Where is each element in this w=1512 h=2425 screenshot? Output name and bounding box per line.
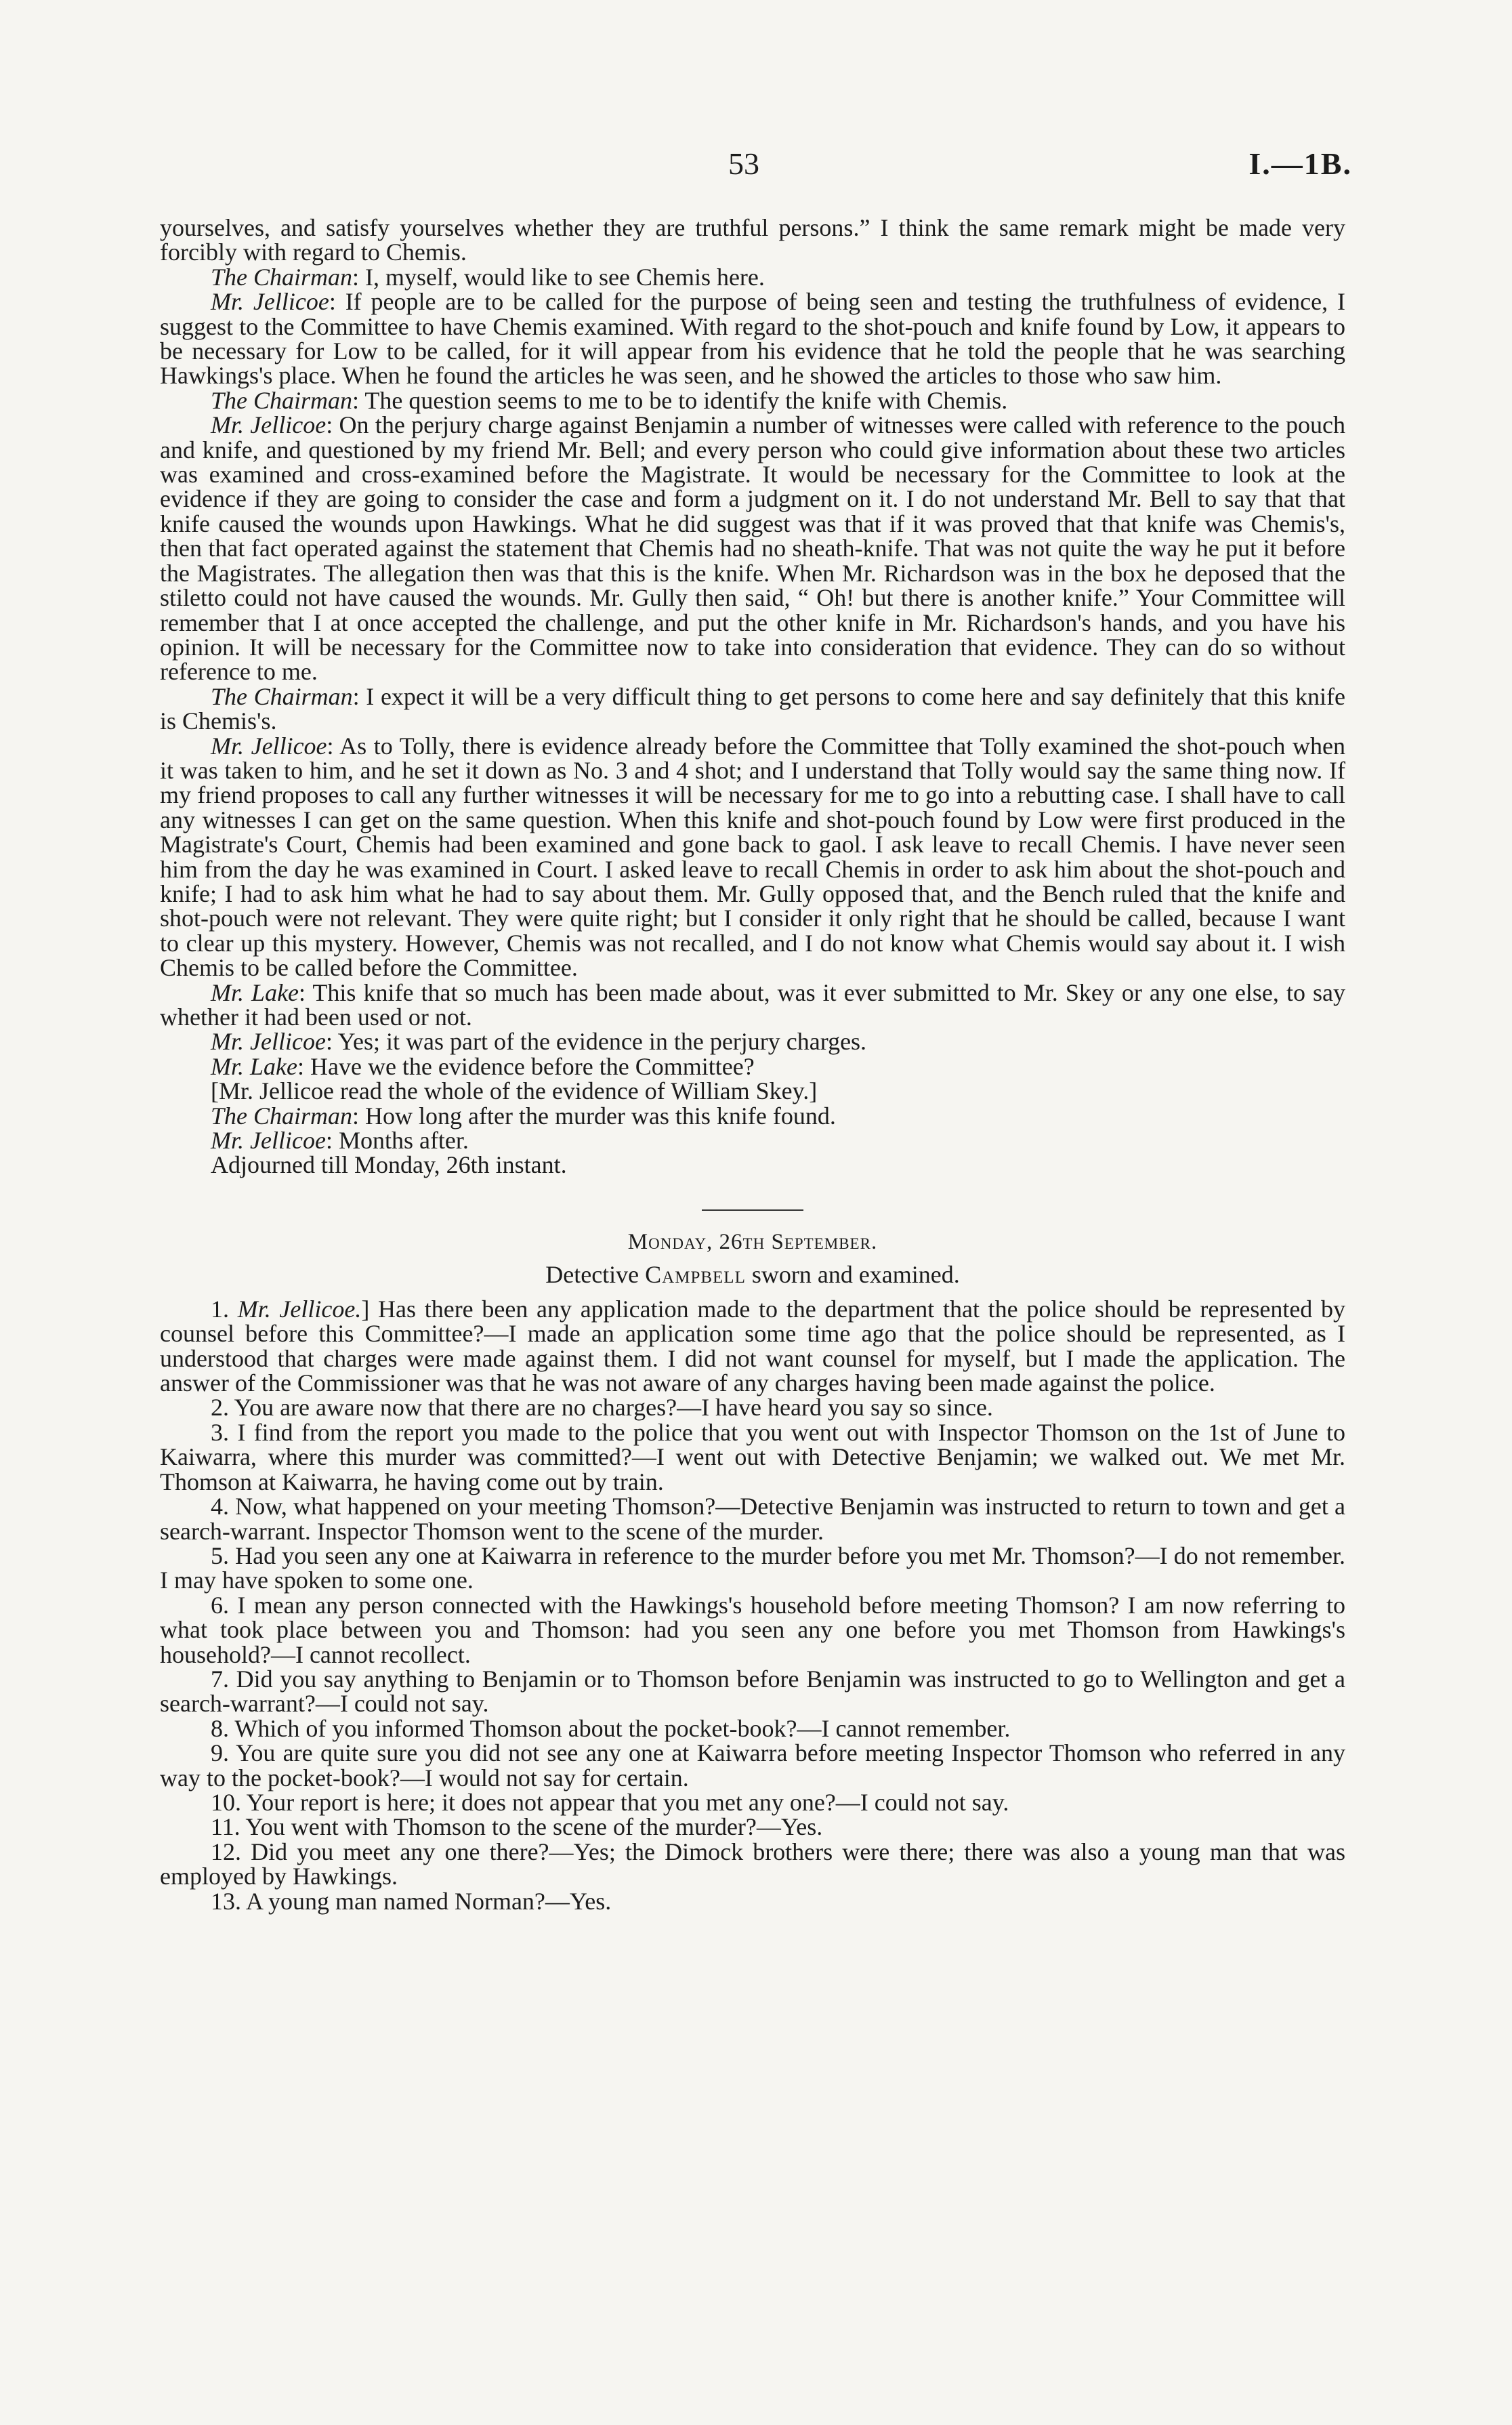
question-paragraph [160, 1889, 1345, 1913]
question-number: 9. [211, 1739, 236, 1767]
committee-discussion [160, 215, 1345, 265]
speaker-paragraph [160, 980, 1345, 1030]
question-text: Did you meet any one there?—Yes; the Dimock brothers were there; there was also a young man that was employed by Hawkings. [160, 1838, 1346, 1890]
speaker-paragraph [160, 684, 1345, 734]
speaker-text: : Yes; it was part of the evidence in the perjury charges. [325, 1028, 867, 1056]
question-text: Has there been any application made to the department that the police should be represented by counsel before this Committee?—I made an application some time ago that the police should be represented, as I understood that charges were made against them. I did not want counsel for myself, but I made the application. The answer of the Commissioner was that he was not aware of any charges having been made against the police. [160, 1295, 1345, 1397]
question-number: 7. [211, 1665, 236, 1693]
speaker-name: Mr. Lake [211, 978, 299, 1006]
speaker-name: Mr. Jellicoe [211, 411, 327, 439]
question-number: 4. [211, 1493, 236, 1520]
question-paragraph [160, 1297, 1345, 1396]
speaker-paragraph [160, 1104, 1345, 1128]
speaker-name: Mr. Jellicoe [211, 732, 327, 760]
speaker-text: : Have we the evidence before the Committee? [297, 1052, 755, 1080]
speaker-text: : This knife that so much has been made about, was it ever submitted to Mr. Skey or any one else, to say whether it had been used or not. [160, 978, 1345, 1031]
question-text: You are aware now that there are no charges?—I have heard you say so since. [234, 1394, 993, 1422]
question-text: I mean any person connected with the Hawkings's household before meeting Thomson? I am now referring to what took place between you and Thomson: had you seen any one before you met Thomson from Hawkings's household?—I cannot recollect. [160, 1591, 1345, 1668]
page-header [0, 146, 1512, 186]
speaker-paragraph [160, 289, 1345, 388]
question-text: You are quite sure you did not see any one at Kaiwarra before meeting Inspector Thomson who referred in any way to the pocket-book?—I would not say for certain. [160, 1739, 1345, 1791]
exchange-list-2 [160, 1104, 1345, 1153]
question-number: 12. [211, 1838, 251, 1865]
question-number: 10. [211, 1788, 247, 1816]
bracket-note: [Mr. Jellicoe read the whole of the evidence of William Skey.] [211, 1077, 818, 1105]
question-paragraph [160, 1420, 1345, 1494]
question-text: Did you say anything to Benjamin or to Thomson before Benjamin was instructed to go to Wellington and get a search-warrant?—I could not say. [160, 1665, 1345, 1718]
speaker-paragraph [160, 388, 1345, 413]
speaker-paragraph [160, 1029, 1345, 1054]
question-number: 13. [211, 1887, 247, 1915]
speaker-name: The Chairman [211, 386, 353, 414]
session-date: Monday, 26th September. [627, 1229, 878, 1254]
witness-suffix: sworn and examined. [745, 1260, 960, 1288]
question-paragraph [160, 1667, 1345, 1716]
examiner-name: Mr. Jellicoe. [237, 1295, 362, 1323]
speaker-name: Mr. Jellicoe [211, 288, 329, 316]
question-text: Had you seen any one at Kaiwarra in reference to the murder before you met Mr. Thomson?—I do not remember. I may have spoken to some one. [160, 1541, 1345, 1594]
question-number: 11. [211, 1813, 246, 1841]
question-paragraph [160, 1716, 1345, 1741]
speaker-name: The Chairman [211, 682, 353, 710]
question-number: 1. [211, 1295, 238, 1323]
question-text: You went with Thomson to the scene of the murder?—Yes. [245, 1813, 823, 1841]
question-paragraph [160, 1840, 1345, 1889]
document-body [160, 215, 1345, 1913]
document-reference: I.—1B. [1248, 146, 1352, 181]
speaker-text: : I expect it will be a very difficult thing to get persons to come here and say definitely that this knife is Chemis's. [160, 682, 1346, 735]
question-paragraph [160, 1394, 1345, 1422]
speaker-name: The Chairman [211, 263, 353, 291]
question-number: 8. [211, 1714, 235, 1742]
speaker-paragraph [160, 734, 1345, 980]
speaker-name: The Chairman [211, 1102, 353, 1129]
question-paragraph [160, 1543, 1345, 1593]
adjournment-note: Adjourned till Monday, 26th instant. [211, 1151, 567, 1179]
question-number: 2. [211, 1394, 234, 1422]
speaker-paragraph [160, 413, 1345, 684]
question-text: Which of you informed Thomson about the pocket-book?—I cannot remember. [234, 1714, 1011, 1742]
question-paragraph [160, 1790, 1345, 1815]
question-text: Now, what happened on your meeting Thomson?—Detective Benjamin was instructed to return to town and get a search-warrant. Inspector Thomson went to the scene of the murder. [160, 1493, 1346, 1545]
opening-paragraph: yourselves, and satisfy yourselves whether they are truthful persons.” I think the same remark might be made very forcibly with regard to Chemis. [160, 214, 1345, 266]
speaker-paragraph [160, 1054, 1345, 1079]
speaker-text: : As to Tolly, there is evidence already before the Committee that Tolly examined the shot-pouch when it was taken to him, and he set it down as No. 3 and 4 shot; and I understand that Tolly would say the same thing now. If my friend proposes to call any further witnesses it will be necessary for me to go into a rebutting case. I shall have to call any witnesses I can get on the same question. When this knife and shot-pouch found by Low were first produced in the Magistrate's Court, Chemis had been examined and gone back to gaol. I ask leave to recall Chemis. I have never seen him from the day he was examined in Court. I asked leave to recall Chemis in order to ask him about the shot-pouch and knife; I had to ask him what he had to say about them. Mr. Gully opposed that, and the Bench ruled that the knife and shot-pouch were not relevant. They were quite right; but I consider it only right that he should be called, because I want to clear up this mystery. However, Chemis was not recalled, and I do not know what Chemis would say about it. I wish Chemis to be called before the Committee. [160, 732, 1345, 982]
speaker-name: Mr. Lake [211, 1052, 297, 1080]
question-text: I find from the report you made to the police that you went out with Inspector Thomson on the 1st of June to Kaiwarra, where this murder was committed?—I went out with Detective Benjamin; we walked out. We met Mr. Thomson at Kaiwarra, he having come out by train. [160, 1418, 1346, 1495]
speaker-name: Mr. Jellicoe [211, 1028, 326, 1056]
question-number: 5. [211, 1541, 236, 1569]
speaker-paragraph [160, 265, 1345, 289]
question-paragraph [160, 1741, 1345, 1790]
witness-prefix: Detective [545, 1260, 646, 1288]
section-divider [702, 1209, 803, 1211]
examiner-bracket: ] [361, 1295, 379, 1323]
exchange-list-1 [160, 265, 1345, 1079]
speaker-paragraph [160, 1128, 1345, 1153]
page-number: 53 [728, 146, 759, 181]
speaker-text: : Months after. [325, 1127, 469, 1155]
speaker-name: Mr. Jellicoe [211, 1127, 326, 1155]
witness-heading [160, 1260, 1345, 1289]
examination-questions [160, 1297, 1345, 1913]
speaker-text: : I, myself, would like to see Chemis here. [352, 263, 765, 291]
speaker-text: : The question seems to me to be to identify the knife with Chemis. [352, 386, 1008, 414]
witness-name: Campbell [645, 1260, 746, 1288]
question-number: 3. [211, 1418, 238, 1446]
question-paragraph [160, 1494, 1345, 1543]
question-text: Your report is here; it does not appear that you met any one?—I could not say. [246, 1788, 1009, 1816]
question-paragraph [160, 1593, 1345, 1667]
speaker-text: : How long after the murder was this knife found. [352, 1102, 836, 1129]
question-number: 6. [211, 1591, 238, 1619]
speaker-text: : If people are to be called for the purpose of being seen and testing the truthfulness of evidence, I suggest to the Committee to have Chemis examined. With regard to the shot-pouch and knife found by Low, it appears to be necessary for Low to be called, for it will appear from his evidence that he told the people that he was searching Hawkings's place. When he found the articles he was seen, and he showed the articles to those who saw him. [160, 288, 1345, 390]
question-paragraph [160, 1815, 1345, 1839]
speaker-text: : On the perjury charge against Benjamin a number of witnesses were called with reference to the pouch and knife, and questioned by my friend Mr. Bell; and every person who could give information about these two articles was examined and cross-examined before the Magistrate. It would be necessary for the Committee to look at the evidence if they are going to consider the case and form a judgment on it. I do not understand Mr. Bell to say that that knife caused the wounds upon Hawkings. What he did suggest was that if it was proved that that knife was Chemis's, then that fact operated against the statement that Chemis had no sheath-knife. That was not quite the way he put it before the Magistrates. The allegation then was that this is the knife. When Mr. Richardson was in the box he deposed that the stiletto could not have caused the wounds. Mr. Gully then said, “ Oh! but there is another knife.” Your Committee will remember that I at once accepted the challenge, and put the other knife in Mr. Richardson's hands, and you have his opinion. It will be necessary for the Committee now to take into consideration that evidence. They can do so without reference to me. [160, 411, 1345, 686]
question-text: A young man named Norman?—Yes. [246, 1887, 612, 1915]
